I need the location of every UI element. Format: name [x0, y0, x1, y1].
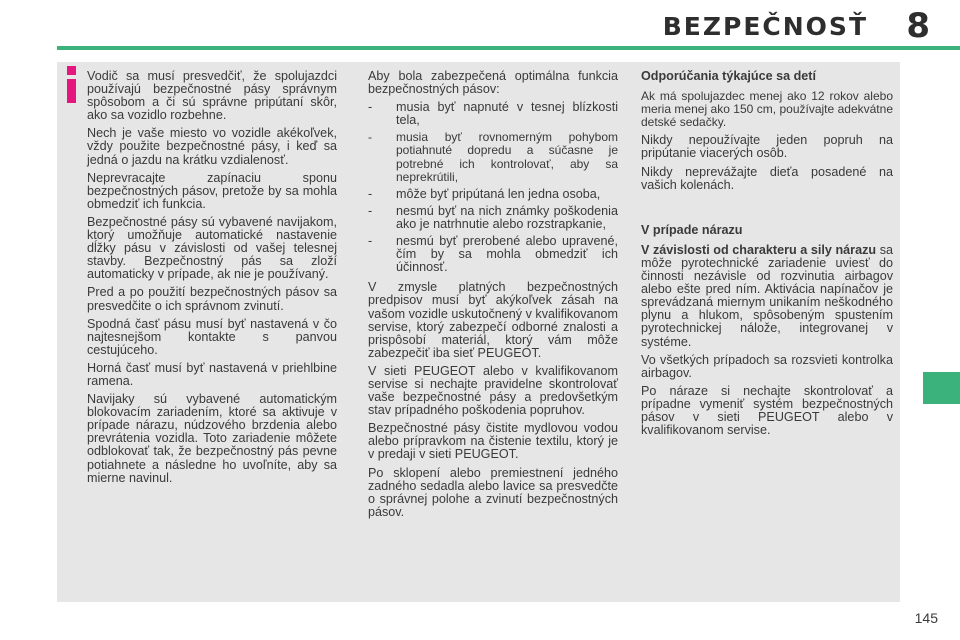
info-icon-bar: [67, 79, 76, 103]
paragraph: Vo všetkých prípadoch sa rozsvieti kontrolka airbagov.: [641, 352, 893, 380]
chapter-side-tab: [923, 372, 960, 404]
paragraph: Bezpečnostné pásy čistite mydlovou vodou alebo prípravkom na čistenie textilu, ktorý je v predaji v sieti PEUGEOT.: [368, 421, 618, 462]
list-item: - nesmú byť prerobené alebo upravené, čím by sa mohla obmedziť ich účinnosť.: [368, 235, 618, 274]
info-icon: [65, 66, 79, 104]
spacer: [641, 197, 893, 224]
bullet-list: [368, 101, 618, 274]
paragraph: Navijaky sú vybavené automatickým blokovacím zariadením, ktoré sa aktivuje v prípade nárazu, núdzového brzdenia alebo prevrátenia vozidla. Toto zariadenie môžete odblokovať tak, že bezpečnostný pás pevne potiahnete a následne ho uvoľníte, aby sa mierne navinul.: [87, 392, 337, 485]
paragraph: Vodič sa musí presvedčiť, že spolujazdci používajú bezpečnostné pásy správnym spôsobom a či sú správne pripútaní skôr, ako sa vozidlo rozbehne.: [87, 69, 337, 123]
paragraph: Po sklopení alebo premiestnení jedného zadného sedadla alebo lavice sa presvedčte o správnej polohe a zvinutí bezpečnostných pásov.: [368, 465, 618, 519]
chapter-number: 8: [906, 6, 930, 46]
paragraph: Nikdy nepoužívajte jeden popruh na pripútanie viacerých osôb.: [641, 133, 893, 161]
paragraph-intro: Aby bola zabezpečená optimálna funkcia bezpečnostných pásov:: [368, 69, 618, 97]
paragraph: Po náraze si nechajte skontrolovať a prípadne vymeniť systém bezpečnostných pásov v sieti PEUGEOT alebo v kvalifikovanom servise.: [641, 383, 893, 438]
list-item: - môže byť pripútaná len jedna osoba,: [368, 188, 618, 201]
paragraph: Pred a po použití bezpečnostných pásov sa presvedčite o ich správnom zvinutí.: [87, 285, 337, 313]
column-left: [87, 70, 337, 490]
info-icon-dot: [67, 66, 76, 75]
list-item: - musia byť rovnomerným pohybom potiahnuté dopredu a súčasne je potrebné ich kontrolovať, aby sa neprekrútili,: [368, 131, 618, 183]
paragraph: V sieti PEUGEOT alebo v kvalifikovanom servise si nechajte pravidelne skontrolovať vaše bezpečnostné pásy a predovšetkým stav prípadného poškodenia popruhov.: [368, 363, 618, 418]
paragraph: Nikdy neprevážajte dieťa posadené na vašich kolenách.: [641, 164, 893, 192]
paragraph: Neprevracajte zapínaciu sponu bezpečnostných pásov, pretože by sa mohla obmedziť ich funkcia.: [87, 170, 337, 211]
header-divider: [57, 46, 960, 50]
paragraph: Spodná časť pásu musí byť nastavená v čo najtesnejšom kontakte s panvou cestujúceho.: [87, 316, 337, 357]
list-item: - musia byť napnuté v tesnej blízkosti tela,: [368, 101, 618, 127]
paragraph: V zmysle platných bezpečnostných predpisov musí byť akýkoľvek zásah na vašom vozidle uskutočnený v kvalifikovanom servise, ktorý zabezpečí odborné znalosti a prispôsobí materiál, ktorý vám môže zabezpečiť iba sieť PEUGEOT.: [368, 280, 618, 360]
heading-impact: V prípade nárazu: [641, 222, 743, 237]
paragraph: Nech je vaše miesto vo vozidle akékoľvek, vždy použite bezpečnostné pásy, i keď sa jedná o jazdu na krátku vzdialenosť.: [87, 126, 337, 167]
paragraph: [641, 244, 893, 349]
paragraph: Horná časť musí byť nastavená v priehlbine ramena.: [87, 360, 337, 388]
column-right: [641, 70, 893, 442]
paragraph: Bezpečnostné pásy sú vybavené navijakom, ktorý umožňuje automatické nastavenie dĺžky pásu v závislosti od vašej telesnej stavby. Bezpečnostný pás sa zloží automaticky v prípade, ak nie je používaný.: [87, 214, 337, 282]
column-middle: [368, 70, 618, 524]
paragraph-rest: sa môže pyrotechnické zariadenie uviesť do činnosti nezávisle od rozvinutia airbagov alebo ešte pred ním. Aktivácia napínačov je sprevádzaná miernym unikaním neškodného plynu a hlukom, spôsobeným spustením pyrotechnickej nálože, integrovanej v systéme.: [641, 242, 893, 349]
bold-lead: V závislosti od charakteru a sily nárazu: [641, 242, 877, 257]
section-title: BEZPEČNOSŤ: [662, 12, 868, 41]
page-number: 145: [914, 610, 938, 626]
list-item: - nesmú byť na nich známky poškodenia ako je natrhnutie alebo rozstrapkanie,: [368, 205, 618, 231]
heading-children: Odporúčania týkajúce sa detí: [641, 69, 816, 83]
paragraph: Ak má spolujazdec menej ako 12 rokov alebo meria menej ako 150 cm, používajte adekvátne detské sedačky.: [641, 89, 893, 130]
